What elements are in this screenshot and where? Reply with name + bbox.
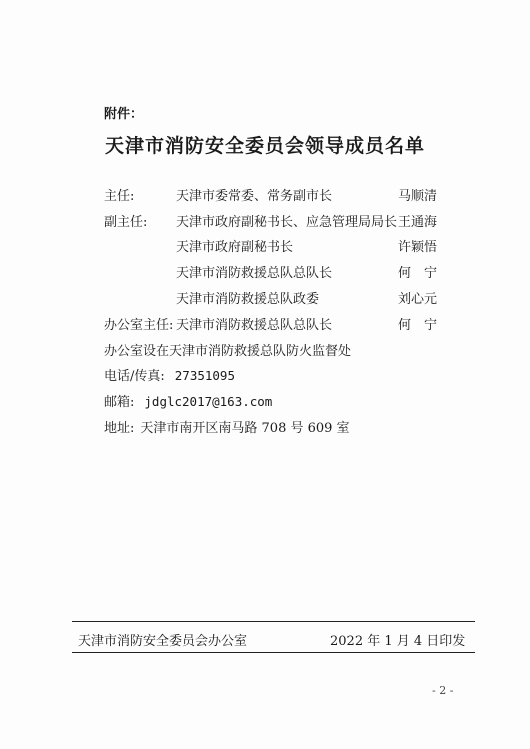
member-position: 天津市消防救援总队政委 bbox=[176, 292, 320, 307]
footer-date: 2022 年 1 月 4 日印发 bbox=[330, 634, 466, 649]
member-name: 马顺清 bbox=[398, 189, 438, 204]
page-title: 天津市消防安全委员会领导成员名单 bbox=[104, 135, 425, 157]
footer-bottom-rule bbox=[72, 652, 475, 653]
member-name: 刘心元 bbox=[398, 292, 438, 307]
member-position: 天津市消防救援总队总队长 bbox=[176, 318, 333, 333]
page-number: - 2 - bbox=[432, 684, 454, 697]
member-position: 天津市消防救援总队总队长 bbox=[176, 266, 333, 281]
phone-value: 27351095 bbox=[174, 368, 235, 383]
member-position: 天津市委常委、常务副市长 bbox=[176, 189, 333, 204]
footer-issuer: 天津市消防安全委员会办公室 bbox=[78, 634, 248, 649]
address-label: 地址: bbox=[104, 421, 135, 436]
footer-top-rule bbox=[72, 621, 475, 622]
address-value: 天津市南开区南马路 708 号 609 室 bbox=[140, 421, 350, 436]
office-location: 办公室设在天津市消防救援总队防火监督处 bbox=[104, 344, 352, 359]
member-name: 何宁 bbox=[398, 318, 451, 333]
phone-label: 电话/传真: bbox=[104, 369, 165, 384]
member-position: 天津市政府副秘书长、应急管理局局长 bbox=[176, 215, 398, 230]
member-name: 许颖悟 bbox=[398, 240, 438, 255]
email-label: 邮箱: bbox=[104, 395, 135, 410]
email-line bbox=[104, 391, 272, 410]
member-role: 主任: bbox=[104, 189, 135, 204]
member-name: 何宁 bbox=[398, 266, 451, 281]
member-role: 副主任: bbox=[104, 215, 148, 230]
phone-line bbox=[104, 365, 235, 384]
member-role: 办公室主任: bbox=[104, 318, 174, 333]
address-line bbox=[104, 417, 350, 436]
attachment-label: 附件： bbox=[104, 107, 144, 122]
email-value: jdglc2017@163.com bbox=[144, 394, 273, 409]
member-position: 天津市政府副秘书长 bbox=[176, 240, 294, 255]
member-name: 王通海 bbox=[398, 215, 438, 230]
